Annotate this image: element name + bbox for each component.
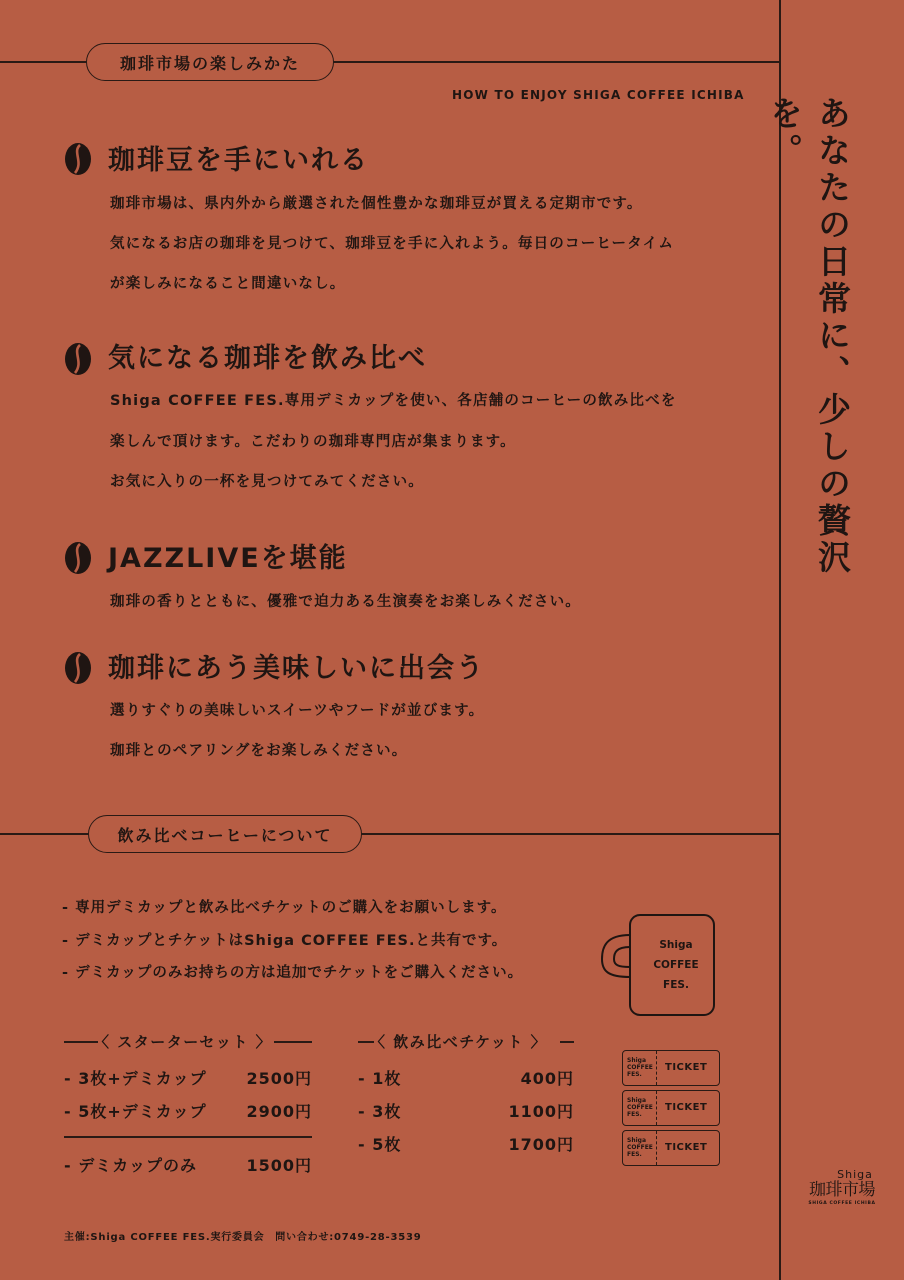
section-title: JAZZLIVEを堪能 <box>108 543 348 574</box>
ticket-item-label: - 5枚 <box>358 1135 402 1154</box>
cup-only-label: - デミカップのみ <box>64 1156 198 1175</box>
cup-label: Shiga COFFEE FES. <box>653 939 699 991</box>
note-item: - 専用デミカップと飲み比べチケットのご購入をお願いします。 <box>62 900 507 916</box>
section-text: 珈琲とのペアリングをお楽しみください。 <box>110 743 408 759</box>
section-text: お気に入りの一杯を見つけてみてください。 <box>110 474 424 490</box>
coffee-bean-icon <box>64 651 92 685</box>
starter-item-price: 2900円 <box>246 1102 312 1121</box>
section-title: 気になる珈琲を飲み比べ <box>108 343 427 374</box>
starter-divider <box>64 1136 312 1138</box>
ticket-item-price: 1100円 <box>508 1102 574 1121</box>
coffee-bean-icon <box>64 541 92 575</box>
section-text: Shiga COFFEE FES.専用デミカップを使い、各店舗のコーヒーの飲み比べを <box>110 393 677 409</box>
ticket-illustration: Shiga COFFEE FES. TICKET <box>622 1130 720 1166</box>
note-item: - デミカップのみお持ちの方は追加でチケットをご購入ください。 <box>62 965 524 981</box>
ticket-item-label: - 3枚 <box>358 1102 402 1121</box>
ticket-rule-right <box>560 1041 574 1043</box>
page-subtitle: HOW TO ENJOY SHIGA COFFEE ICHIBA <box>452 88 745 102</box>
ticket-illustration: Shiga COFFEE FES. TICKET <box>622 1090 720 1126</box>
pill-label: 飲み比べコーヒーについて <box>117 825 333 845</box>
ticket-item-price: 400円 <box>520 1069 574 1088</box>
section-text: 珈琲の香りとともに、優雅で迫力ある生演奏をお楽しみください。 <box>110 594 581 610</box>
starter-rule-left <box>64 1041 98 1043</box>
starter-set-title: 〈 スターターセット 〉 <box>94 1033 273 1051</box>
section-text: 気になるお店の珈琲を見つけて、珈琲豆を手に入れよう。毎日のコーヒータイム <box>110 236 675 252</box>
pill-label: 珈琲市場の楽しみかた <box>119 53 300 73</box>
section-pill-howto <box>86 43 334 81</box>
section-text: 選りすぐりの美味しいスイーツやフードが並びます。 <box>110 703 485 719</box>
starter-item-price: 2500円 <box>246 1069 312 1088</box>
coffee-bean-icon <box>64 342 92 376</box>
vertical-tagline: あなたの日常に、少しの贅沢を。 <box>765 96 852 577</box>
note-item: - デミカップとチケットはShiga COFFEE FES.と共有です。 <box>62 933 508 949</box>
section-text: 楽しんで頂けます。こだわりの珈琲専門店が集まります。 <box>110 434 516 450</box>
starter-item-label: - 5枚+デミカップ <box>64 1102 207 1121</box>
ticket-item-label: - 1枚 <box>358 1069 402 1088</box>
footer-organizer: 主催:Shiga COFFEE FES.実行委員会 問い合わせ:0749-28-3539 <box>64 1232 422 1243</box>
shiga-coffee-ichiba-logo: Shiga 珈琲市場 SHIGA COFFEE ICHIBA <box>808 1168 876 1206</box>
starter-item-label: - 3枚+デミカップ <box>64 1069 207 1088</box>
section-title: 珈琲豆を手にいれる <box>108 145 369 176</box>
ticket-item-price: 1700円 <box>508 1135 574 1154</box>
coffee-bean-icon <box>64 142 92 176</box>
section-title: 珈琲にあう美味しいに出会う <box>108 653 485 684</box>
starter-rule-right <box>274 1041 312 1043</box>
ticket-illustration: Shiga COFFEE FES. TICKET <box>622 1050 720 1086</box>
section-text: 珈琲市場は、県内外から厳選された個性豊かな珈琲豆が買える定期市です。 <box>110 196 643 212</box>
section-pill-tasting <box>88 815 362 853</box>
ticket-set-title: 〈 飲み比べチケット 〉 <box>370 1033 548 1051</box>
cup-only-price: 1500円 <box>246 1156 312 1175</box>
right-divider <box>779 0 781 1280</box>
section-text: が楽しみになること間違いなし。 <box>110 276 346 292</box>
